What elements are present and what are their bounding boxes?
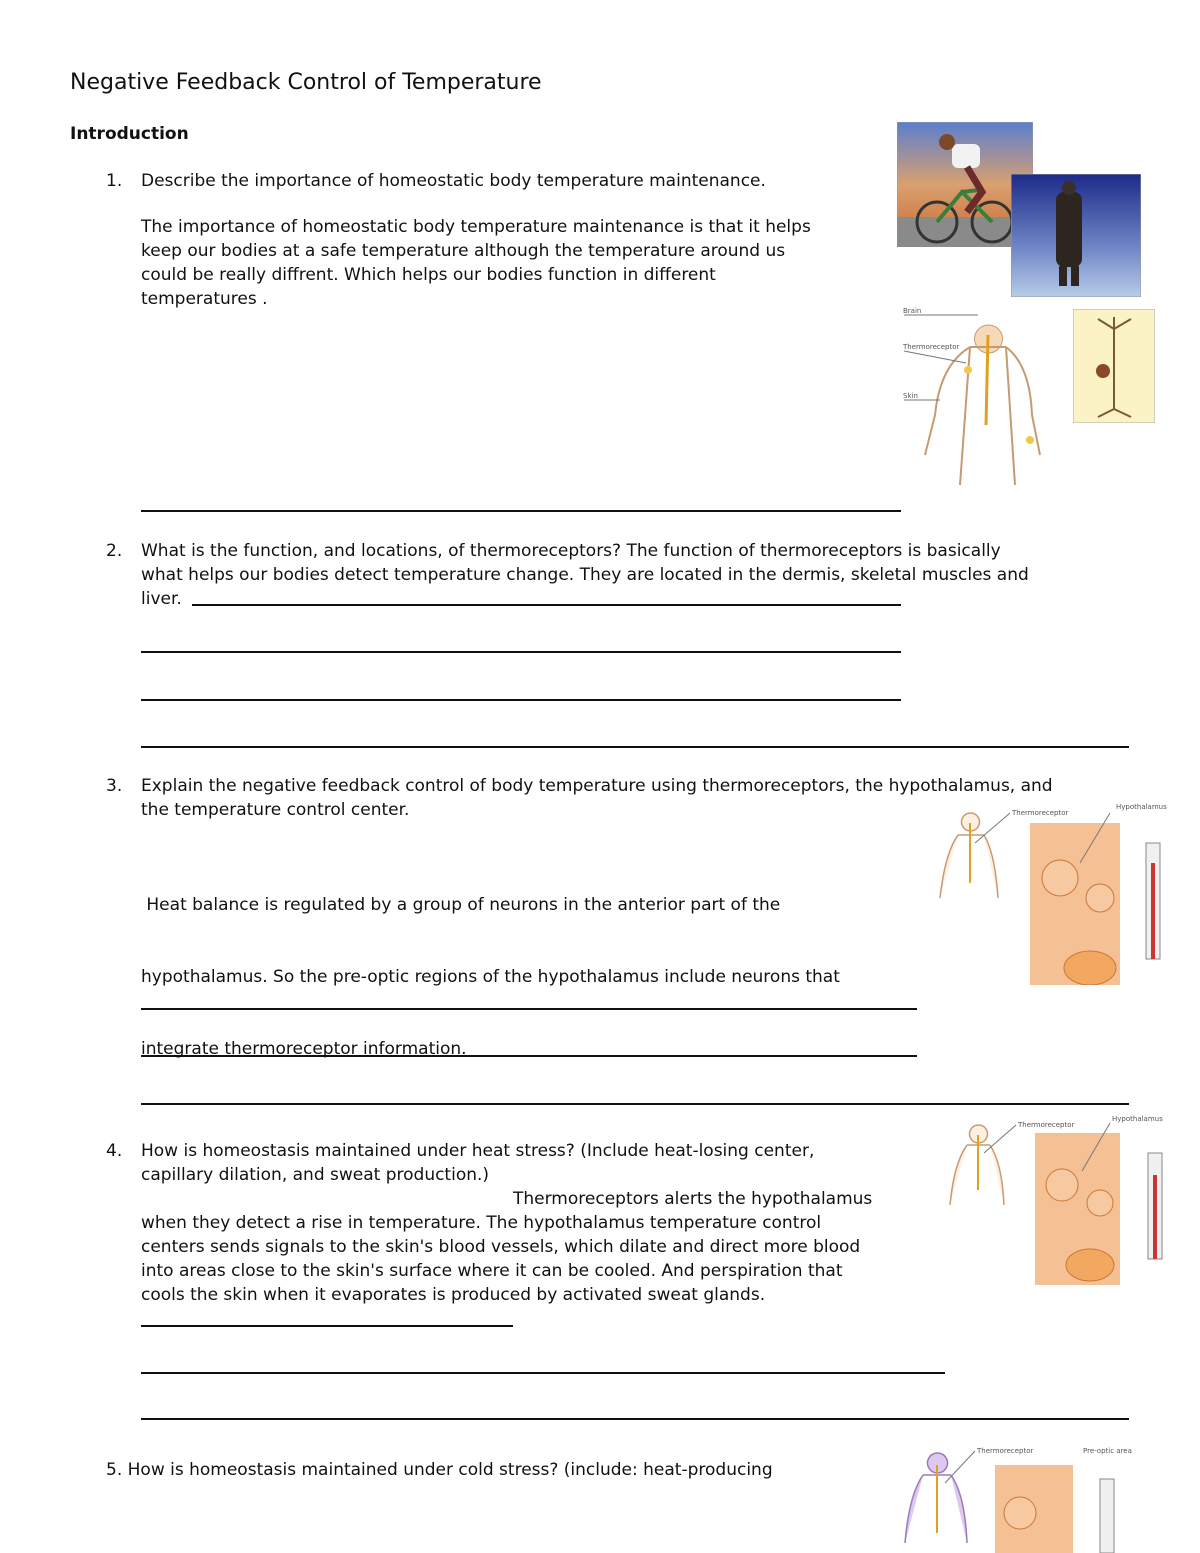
text-line: the temperature control center.	[141, 800, 410, 820]
question-number: 3.	[106, 776, 123, 796]
answer-block	[141, 845, 840, 1085]
answer-line: keep our bodies at a safe temperature although the temperature around us	[141, 241, 786, 261]
question-text	[141, 774, 1053, 822]
text-line: What is the function, and locations, of thermoreceptors? The function of thermoreceptors is basically	[141, 541, 1001, 561]
answer-rule	[141, 1325, 513, 1327]
figure-label: Hypothalamus	[1112, 1115, 1163, 1123]
figure-label: Skin	[903, 392, 918, 400]
text-line: liver.	[141, 589, 182, 609]
text-line: capillary dilation, and sweat production.)	[141, 1165, 490, 1185]
figure-label: Thermoreceptor	[903, 343, 960, 351]
page-title: Negative Feedback Control of Temperature	[70, 70, 542, 95]
question-text	[106, 1458, 773, 1482]
answer-rule	[141, 1103, 1129, 1105]
section-heading: Introduction	[70, 124, 189, 144]
cold-person-photo	[1011, 174, 1141, 297]
answer-line: integrate thermoreceptor information.	[141, 1039, 467, 1059]
answer-line: temperatures .	[141, 289, 268, 309]
figure-label: Thermoreceptor	[1018, 1121, 1075, 1129]
figure-label: Brain	[903, 307, 922, 315]
answer-rule	[141, 510, 901, 512]
question-text	[141, 539, 1029, 611]
answer-rule	[141, 1418, 1129, 1420]
question-text	[141, 1139, 814, 1187]
answer-line: into areas close to the skin's surface where it can be cooled. And perspiration that	[141, 1261, 843, 1281]
answer-rule	[141, 1372, 945, 1374]
question-number: 5.	[106, 1460, 123, 1480]
answer-rule	[141, 1008, 917, 1010]
hypothalamus-diagram	[930, 803, 1175, 985]
figure-label: Hypothalamus	[1116, 803, 1167, 811]
figure-label: Thermoreceptor	[1012, 809, 1069, 817]
body-thermoreceptor-figure	[900, 305, 1045, 492]
figure-label: Thermoreceptor	[977, 1447, 1034, 1455]
question-number: 4.	[106, 1141, 123, 1161]
cold-stress-diagram	[895, 1443, 1140, 1553]
answer-rule	[192, 604, 901, 606]
answer-line: Thermoreceptors alerts the hypothalamus	[513, 1189, 873, 1209]
text-line: Explain the negative feedback control of body temperature using thermoreceptors, the hypothalamus, and	[141, 776, 1053, 796]
answer-line: Heat balance is regulated by a group of neurons in the anterior part of the	[141, 895, 781, 915]
answer-line: cools the skin when it evaporates is produced by activated sweat glands.	[141, 1285, 766, 1305]
answer-line: centers sends signals to the skin's blood vessels, which dilate and direct more blood	[141, 1237, 861, 1257]
answer-line: could be really diffrent. Which helps our bodies function in different	[141, 265, 716, 285]
text-line: How is homeostasis maintained under heat stress? (Include heat-losing center,	[141, 1141, 815, 1161]
answer-rule	[141, 746, 1129, 748]
answer-rule	[141, 699, 901, 701]
answer-block	[141, 1187, 872, 1307]
neuron-figure	[1073, 309, 1155, 423]
text-line: what helps our bodies detect temperature change. They are located in the dermis, skeletal muscles and	[141, 565, 1029, 585]
question-number: 1.	[106, 171, 123, 191]
figure-label: Pre-optic area	[1083, 1447, 1132, 1455]
answer-block	[141, 215, 811, 311]
question-line: How is homeostasis maintained under cold stress? (include: heat-producing	[127, 1460, 773, 1480]
answer-line: hypothalamus. So the pre-optic regions of the hypothalamus include neurons that	[141, 967, 840, 987]
question-text: Describe the importance of homeostatic body temperature maintenance.	[141, 171, 766, 191]
answer-rule	[141, 1055, 917, 1057]
answer-rule	[141, 651, 901, 653]
answer-line: The importance of homeostatic body temperature maintenance is that it helps	[141, 217, 811, 237]
question-number: 2.	[106, 541, 123, 561]
heat-stress-diagram	[940, 1115, 1170, 1285]
answer-line: when they detect a rise in temperature. The hypothalamus temperature control	[141, 1213, 822, 1233]
